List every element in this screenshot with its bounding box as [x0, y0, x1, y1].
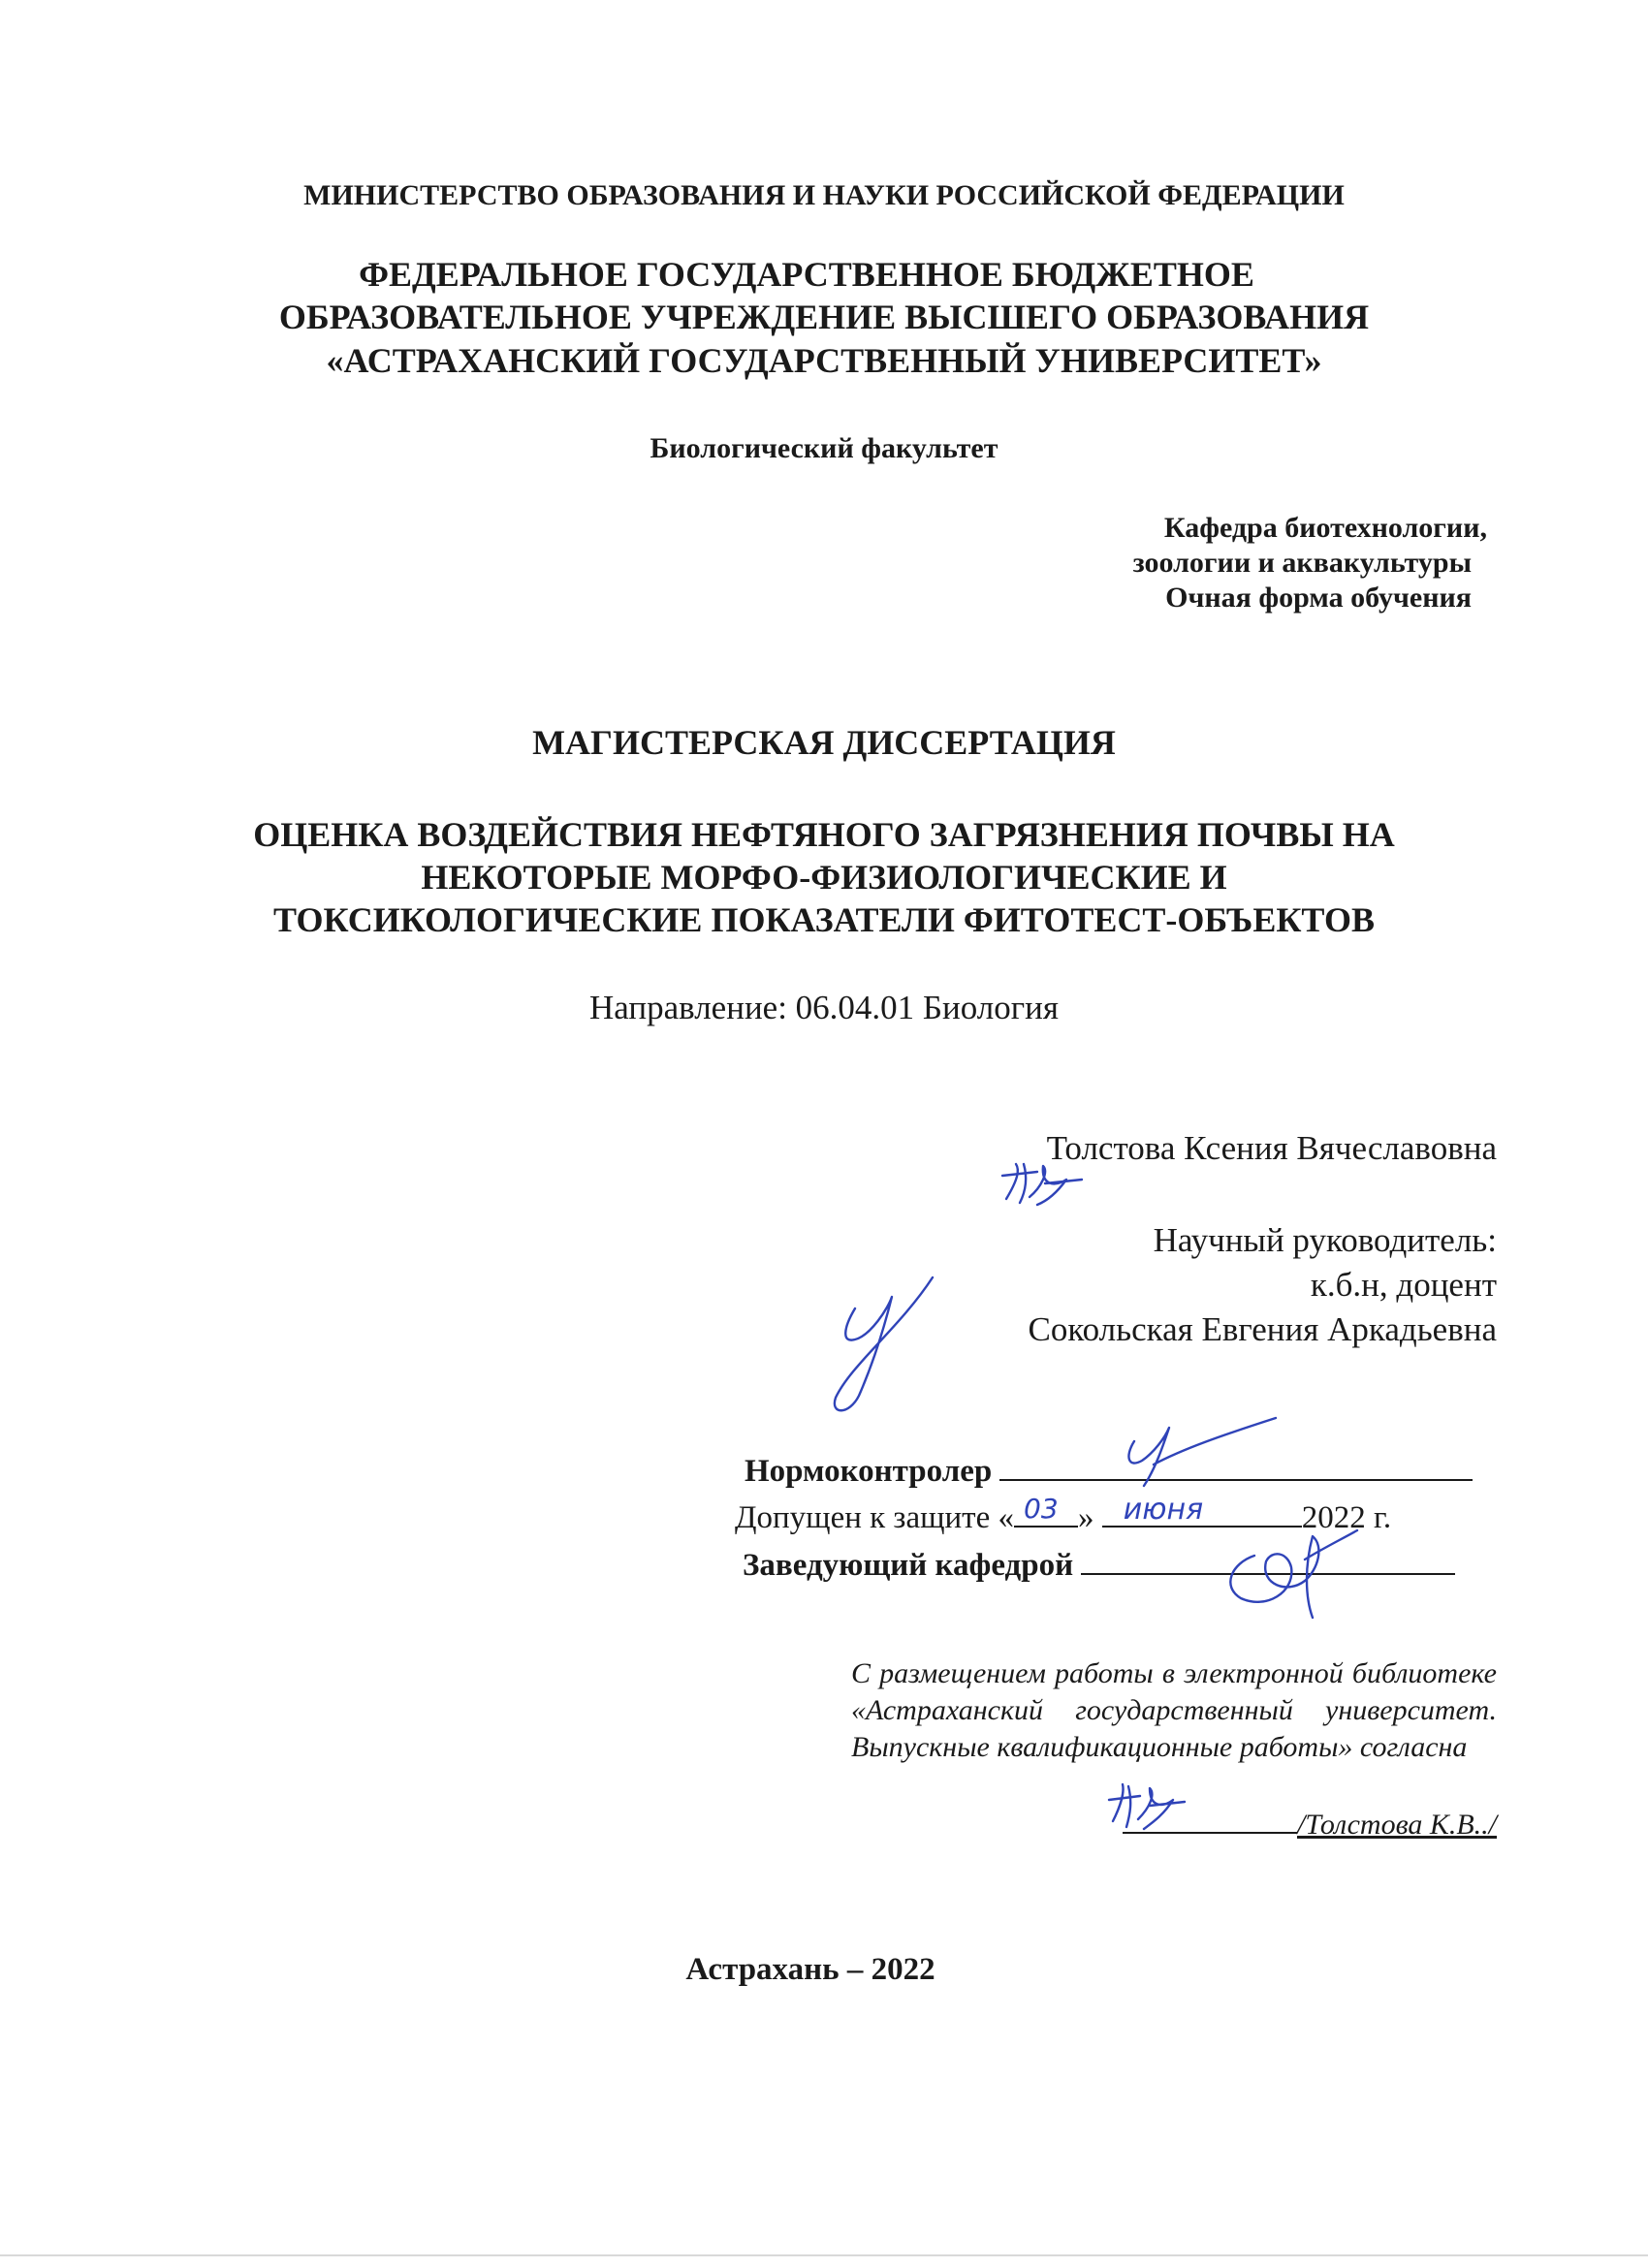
- supervisor-label: Научный руководитель:: [1153, 1221, 1497, 1259]
- defense-day-field: [1014, 1493, 1078, 1528]
- ministry-heading: МИНИСТЕРСТВО ОБРАЗОВАНИЯ И НАУКИ РОССИЙСКОЙ ФЕДЕРАЦИИ: [303, 179, 1345, 211]
- defense-label: Допущен к защите «: [735, 1500, 1014, 1535]
- normocontroller-signature: [1086, 1410, 1299, 1497]
- study-form: Очная форма обучения: [1165, 582, 1472, 614]
- institution-line-1: ФЕДЕРАЛЬНОЕ ГОСУДАРСТВЕННОЕ БЮДЖЕТНОЕ: [359, 255, 1254, 294]
- thesis-title-line-1: ОЦЕНКА ВОЗДЕЙСТВИЯ НЕФТЯНОГО ЗАГРЯЗНЕНИЯ ПОЧВЫ НА: [253, 815, 1395, 854]
- head-of-department-signature: [1212, 1517, 1377, 1623]
- institution-line-2: ОБРАЗОВАТЕЛЬНОЕ УЧРЕЖДЕНИЕ ВЫСШЕГО ОБРАЗОВАНИЯ: [278, 298, 1370, 336]
- consent-signature: [1105, 1779, 1202, 1837]
- author-signature: [998, 1158, 1105, 1216]
- supervisor-signature: [812, 1250, 1006, 1425]
- supervisor-degree: к.б.н, доцент: [1310, 1266, 1497, 1304]
- thesis-title-line-2: НЕКОТОРЫЕ МОРФО-ФИЗИОЛОГИЧЕСКИЕ И: [421, 858, 1227, 897]
- city-year: Астрахань – 2022: [685, 1952, 935, 1987]
- defense-year: 2022 г.: [1301, 1500, 1392, 1535]
- faculty-name: Биологический факультет: [650, 432, 998, 464]
- department-line-1: Кафедра биотехнологии,: [1163, 512, 1487, 544]
- defense-month: июня: [1123, 1493, 1204, 1527]
- publication-consent: С размещением работы в электронной библиотеке «Астраханский государственный университет. Выпускные квалификационные работы» согласна: [851, 1657, 1497, 1763]
- institution-line-3: «АСТРАХАНСКИЙ ГОСУДАРСТВЕННЫЙ УНИВЕРСИТЕТ»: [326, 341, 1322, 380]
- defense-quote-close: »: [1078, 1500, 1094, 1535]
- head-of-department-label: Заведующий кафедрой: [743, 1548, 1074, 1583]
- normocontroller-label: Нормоконтролер: [745, 1454, 993, 1489]
- study-direction: Направление: 06.04.01 Биология: [589, 989, 1059, 1026]
- scan-edge: [0, 2254, 1648, 2256]
- department-line-2: зоологии и аквакультуры: [1132, 547, 1472, 579]
- thesis-title-line-3: ТОКСИКОЛОГИЧЕСКИЕ ПОКАЗАТЕЛИ ФИТОТЕСТ-ОБЪЕКТОВ: [273, 900, 1375, 939]
- work-type: МАГИСТЕРСКАЯ ДИССЕРТАЦИЯ: [532, 723, 1116, 762]
- author-name: Толстова Ксения Вячеславовна: [1046, 1129, 1497, 1167]
- defense-day: 03: [1024, 1493, 1059, 1525]
- supervisor-name: Сокольская Евгения Аркадьевна: [1028, 1310, 1497, 1348]
- consent-signature-name: /Толстова К.В../: [1296, 1809, 1497, 1841]
